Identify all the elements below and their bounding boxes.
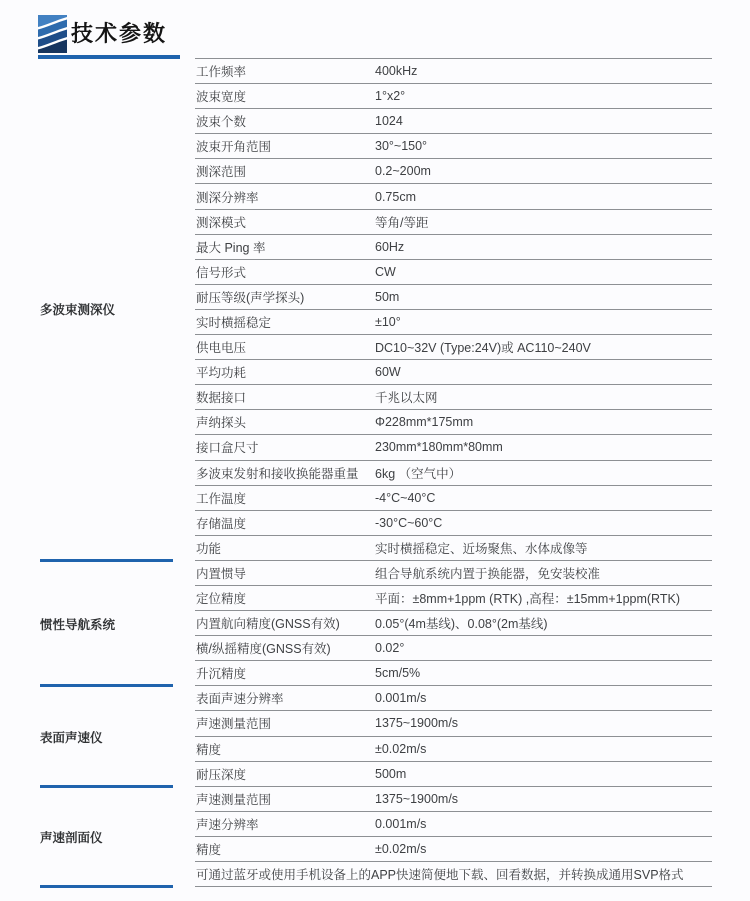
param-value: 400kHz <box>375 64 418 79</box>
spec-group <box>0 686 750 786</box>
param-value: 30°~150° <box>375 139 428 154</box>
table-row <box>195 812 712 837</box>
param-name: 精度 <box>196 742 222 757</box>
param-name: 平均功耗 <box>196 366 247 381</box>
category-label: 表面声速仪 <box>40 730 103 745</box>
param-value: 0.02° <box>375 641 405 656</box>
category-divider <box>40 885 173 888</box>
table-row <box>195 235 712 260</box>
param-value: Φ228mm*175mm <box>375 415 474 430</box>
table-row <box>195 561 712 586</box>
table-row <box>195 360 712 385</box>
category-label: 惯性导航系统 <box>40 617 116 632</box>
table-row <box>195 837 712 862</box>
table-row <box>195 586 712 611</box>
table-row <box>195 385 712 410</box>
table-row <box>195 285 712 310</box>
param-value: 500m <box>375 766 407 781</box>
group-rows <box>195 58 712 561</box>
table-row <box>195 184 712 209</box>
footer-note-row <box>195 862 712 887</box>
param-name: 接口盒尺寸 <box>196 441 259 456</box>
table-row <box>195 461 712 486</box>
table-row <box>195 335 712 360</box>
param-name: 存储温度 <box>196 516 247 531</box>
table-row <box>195 762 712 787</box>
footer-note: 可通过蓝牙或使用手机设备上的APP快速简便地下载、回看数据，并转换成通用SVP格式 <box>196 868 684 883</box>
param-value: 50m <box>375 289 400 304</box>
param-value: -30°C~60°C <box>375 515 443 530</box>
group-rows <box>195 787 712 887</box>
param-name: 多波束发射和接收换能器重量 <box>196 466 359 481</box>
param-value: 1375~1900m/s <box>375 791 459 806</box>
param-name: 工作温度 <box>196 491 247 506</box>
param-value: 0.2~200m <box>375 164 431 179</box>
param-name: 声速测量范围 <box>196 792 272 807</box>
param-name: 波束个数 <box>196 115 247 130</box>
spec-group <box>0 787 750 887</box>
param-value: 平面：±8mm+1ppm (RTK) ,高程：±15mm+1ppm(RTK) <box>375 592 680 607</box>
param-name: 测深范围 <box>196 165 247 180</box>
table-row <box>195 435 712 460</box>
param-name: 实时横摇稳定 <box>196 315 272 330</box>
param-value: 5cm/5% <box>375 666 421 681</box>
param-value: 0.05°(4m基线)、0.08°(2m基线) <box>375 617 548 632</box>
param-value: 千兆以太网 <box>375 391 438 406</box>
param-value: 实时横摇稳定、近场聚焦、水体成像等 <box>375 541 588 556</box>
table-row <box>195 59 712 84</box>
category-cell <box>0 686 195 786</box>
param-value: 1375~1900m/s <box>375 716 459 731</box>
param-name: 内置航向精度(GNSS有效) <box>196 617 340 632</box>
table-row <box>195 787 712 812</box>
group-rows <box>195 686 712 786</box>
table-row <box>195 511 712 536</box>
spec-table <box>0 58 750 887</box>
param-name: 数据接口 <box>196 391 247 406</box>
param-value: 230mm*180mm*80mm <box>375 440 503 455</box>
param-name: 波束开角范围 <box>196 140 272 155</box>
param-value: 0.75cm <box>375 189 416 204</box>
param-value: 60Hz <box>375 239 405 254</box>
param-name: 内置惯导 <box>196 566 247 581</box>
page-header <box>0 0 750 60</box>
param-value: 0.001m/s <box>375 816 427 831</box>
category-label: 声速剖面仪 <box>40 830 103 845</box>
param-value: 等角/等距 <box>375 215 429 230</box>
category-label: 多波束测深仪 <box>40 303 116 318</box>
table-row <box>195 686 712 711</box>
table-row <box>195 536 712 561</box>
param-name: 供电电压 <box>196 341 247 356</box>
table-row <box>195 109 712 134</box>
table-row <box>195 310 712 335</box>
table-row <box>195 134 712 159</box>
table-row <box>195 711 712 736</box>
param-name: 声速分辨率 <box>196 817 259 832</box>
param-value: ±0.02m/s <box>375 741 427 756</box>
table-row <box>195 260 712 285</box>
param-value: 1024 <box>375 114 403 129</box>
category-cell <box>0 787 195 887</box>
param-value: ±10° <box>375 314 401 329</box>
table-row <box>195 159 712 184</box>
param-name: 波束宽度 <box>196 90 247 105</box>
param-value: DC10~32V (Type:24V)或 AC110~240V <box>375 341 591 356</box>
table-row <box>195 737 712 762</box>
param-name: 表面声速分辨率 <box>196 692 284 707</box>
param-name: 声速测量范围 <box>196 717 272 732</box>
param-value: 组合导航系统内置于换能器，免安装校准 <box>375 566 601 581</box>
param-name: 信号形式 <box>196 265 247 280</box>
wave-stripes-logo-icon <box>38 15 67 53</box>
category-cell <box>0 58 195 561</box>
category-cell <box>0 561 195 686</box>
param-value: 0.001m/s <box>375 691 427 706</box>
param-value: CW <box>375 264 396 279</box>
param-name: 耐压深度 <box>196 767 247 782</box>
param-value: ±0.02m/s <box>375 841 427 856</box>
param-name: 声纳探头 <box>196 416 247 431</box>
param-value: -4°C~40°C <box>375 490 436 505</box>
param-name: 测深分辨率 <box>196 190 259 205</box>
param-name: 功能 <box>196 541 222 556</box>
param-name: 精度 <box>196 842 222 857</box>
param-name: 定位精度 <box>196 592 247 607</box>
param-name: 工作频率 <box>196 65 247 80</box>
group-rows <box>195 561 712 686</box>
param-name: 横/纵摇精度(GNSS有效) <box>196 642 331 657</box>
table-row <box>195 410 712 435</box>
param-value: 6kg （空气中） <box>375 466 462 481</box>
param-value: 60W <box>375 365 401 380</box>
param-name: 耐压等级(声学探头) <box>196 290 305 305</box>
param-value: 1°x2° <box>375 89 406 104</box>
spec-group <box>0 561 750 686</box>
table-row <box>195 611 712 636</box>
table-row <box>195 661 712 686</box>
spec-group <box>0 58 750 561</box>
param-name: 测深模式 <box>196 215 247 230</box>
table-row <box>195 84 712 109</box>
page-title: 技术参数 <box>71 21 168 46</box>
table-row <box>195 210 712 235</box>
param-name: 升沉精度 <box>196 667 247 682</box>
param-name: 最大 Ping 率 <box>196 240 266 255</box>
table-row <box>195 636 712 661</box>
table-row <box>195 486 712 511</box>
